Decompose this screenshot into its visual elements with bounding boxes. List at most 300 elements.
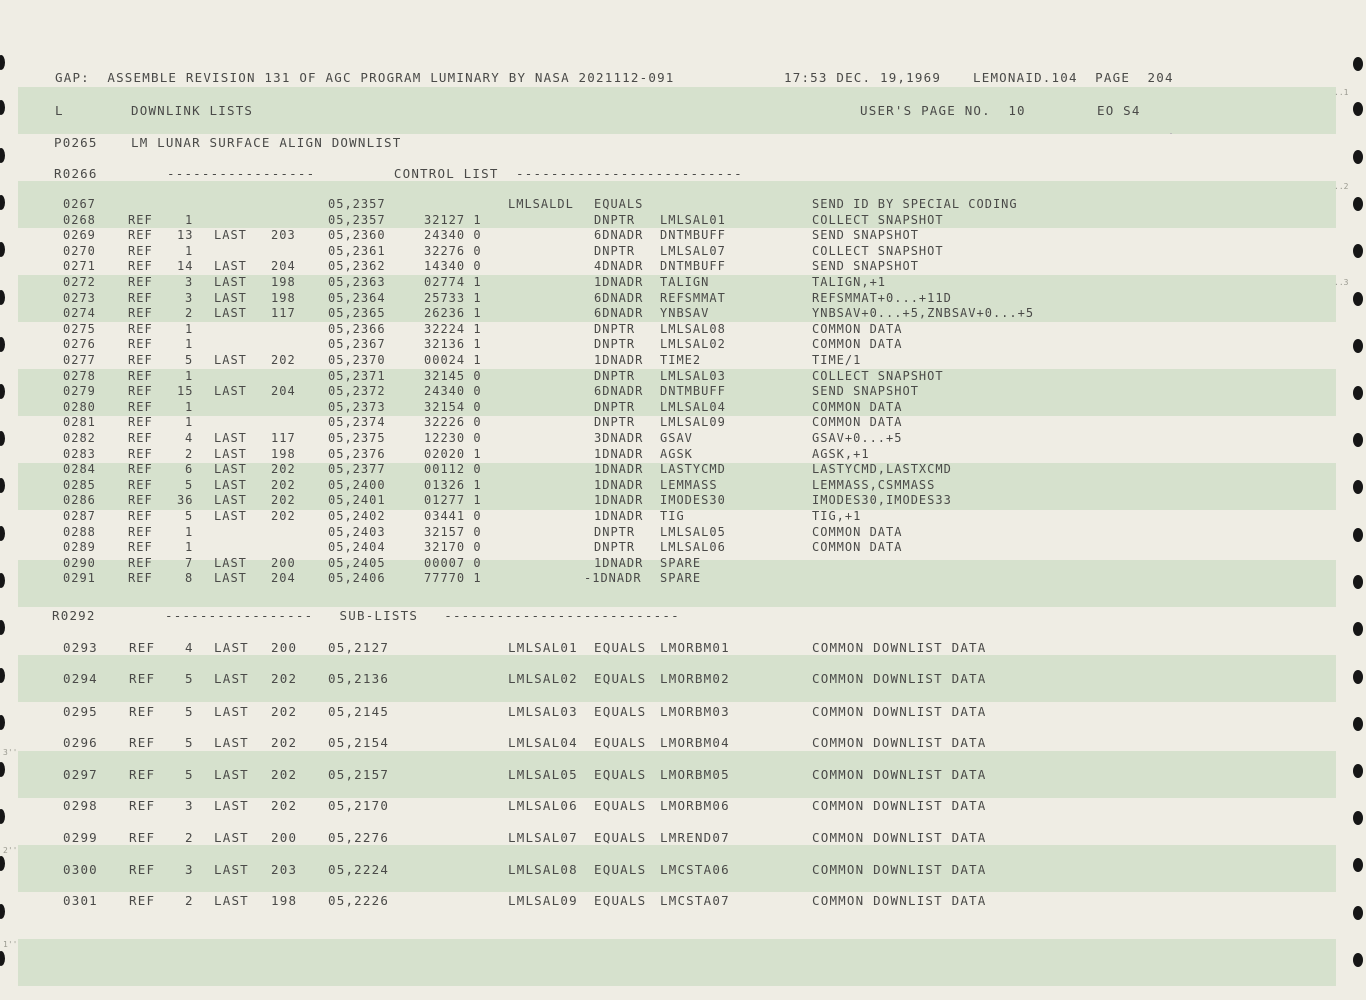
feed-hole: [0, 904, 5, 919]
comment: SEND SNAPSHOT: [812, 259, 919, 274]
feed-hole: [1353, 386, 1363, 400]
last-page: 117: [271, 431, 296, 445]
ref-count: 5: [185, 704, 194, 719]
operand: YNBSAV: [660, 306, 710, 321]
line-number: 0277: [63, 353, 96, 367]
octal-code: 25733 1: [424, 290, 482, 305]
opcode: EQUALS: [594, 704, 647, 719]
program-page: LEMONAID.104 PAGE 204: [973, 70, 1174, 85]
line-number: 0299: [63, 830, 98, 845]
last-page: 200: [271, 640, 298, 655]
address: 05,2224: [328, 862, 390, 877]
opcode: DNPTR: [594, 540, 636, 555]
operand: IMODES30: [660, 493, 726, 508]
feed-hole: [0, 148, 5, 163]
last-page: 202: [271, 509, 296, 523]
ref-count: 6: [185, 462, 194, 477]
address: 05,2401: [328, 493, 386, 508]
octal-code: 14340 0: [424, 259, 482, 274]
octal-code: 12230 0: [424, 431, 482, 445]
ref-count: 5: [185, 671, 194, 686]
line-number: 0285: [63, 477, 96, 492]
ref-count: 3: [185, 798, 194, 813]
line-number: 0288: [63, 524, 96, 539]
address: 05,2145: [328, 704, 390, 719]
operand: LMORBM06: [660, 798, 730, 813]
line-number: 0279: [63, 384, 96, 399]
feed-hole: [1353, 953, 1363, 967]
operand: LMLSAL08: [660, 321, 726, 336]
operand: LASTYCMD: [660, 462, 726, 477]
last-page: 202: [271, 462, 296, 477]
last-page: 204: [271, 571, 296, 586]
octal-code: 00112 0: [424, 462, 482, 477]
comment: COMMON DOWNLIST DATA: [812, 671, 987, 686]
last-page: 202: [271, 671, 298, 686]
last-page: 202: [271, 704, 298, 719]
operand: LMCSTA07: [660, 893, 730, 908]
octal-code: 32154 0: [424, 399, 482, 414]
last-keyword: LAST: [214, 704, 249, 719]
ref-keyword: REF: [128, 462, 153, 477]
symbol-label: LMLSAL05: [508, 767, 578, 782]
octal-code: 02774 1: [424, 275, 482, 289]
feed-hole: [0, 55, 5, 70]
line-number: 0276: [63, 337, 96, 352]
octal-code: 03441 0: [424, 509, 482, 523]
feed-hole: [1353, 670, 1363, 684]
opcode: DNPTR: [594, 415, 636, 430]
ref-count: 1: [185, 321, 194, 336]
feed-hole: [1353, 528, 1363, 542]
line-number: 0297: [63, 767, 98, 782]
comment: SEND SNAPSHOT: [812, 384, 919, 399]
last-keyword: LAST: [214, 830, 249, 845]
opcode: 3DNADR: [594, 431, 644, 445]
ref-count: 5: [185, 477, 194, 492]
ref-keyword: REF: [128, 571, 153, 586]
ref-keyword: REF: [128, 353, 153, 367]
address: 05,2127: [328, 640, 390, 655]
symbol-label: LMLSAL06: [508, 798, 578, 813]
last-keyword: LAST: [214, 509, 247, 523]
operand: DNTMBUFF: [660, 384, 726, 399]
operand: LMLSAL09: [660, 415, 726, 430]
operand: LMLSAL01: [660, 212, 726, 227]
last-keyword: LAST: [214, 259, 247, 274]
line-number: 0301: [63, 893, 98, 908]
last-page: 198: [271, 275, 296, 289]
feed-hole: [1353, 102, 1363, 116]
opcode: -1DNADR: [584, 571, 642, 586]
feed-hole: [1353, 57, 1363, 71]
last-keyword: LAST: [214, 493, 247, 508]
last-page: 200: [271, 830, 298, 845]
ref-keyword: REF: [128, 243, 153, 258]
last-keyword: LAST: [214, 384, 247, 399]
last-keyword: LAST: [214, 353, 247, 367]
opcode: 1DNADR: [594, 493, 644, 508]
address: 05,2357: [328, 197, 386, 211]
stray-mark: [1170, 133, 1172, 134]
feed-hole: [1353, 811, 1363, 825]
last-keyword: LAST: [214, 767, 249, 782]
ref-count: 1: [185, 524, 194, 539]
last-keyword: LAST: [214, 275, 247, 289]
ref-keyword: REF: [128, 228, 153, 243]
l-mark: L: [55, 103, 64, 118]
margin-mark: ..3: [1334, 278, 1349, 287]
margin-mark: 2'': [3, 846, 18, 855]
section-title: DOWNLINK LISTS: [131, 103, 254, 118]
address: 05,2372: [328, 384, 386, 399]
operand: LMLSAL02: [660, 337, 726, 352]
ref-count: 7: [185, 555, 194, 570]
comment: REFSMMAT+0...+11D: [812, 290, 952, 305]
line-number: 0278: [63, 368, 96, 383]
octal-code: 24340 0: [424, 228, 482, 243]
feed-hole: [0, 100, 5, 115]
comment: COMMON DATA: [812, 540, 903, 555]
ref-keyword: REF: [128, 399, 153, 414]
ref-keyword: REF: [128, 275, 153, 289]
ref-count: 1: [185, 415, 194, 430]
opcode: EQUALS: [594, 798, 647, 813]
operand: LMORBM04: [660, 735, 730, 750]
operand: TIG: [660, 509, 685, 523]
line-number: 0280: [63, 399, 96, 414]
line-number: 0291: [63, 571, 96, 586]
octal-code: 26236 1: [424, 306, 482, 321]
ref-keyword: REF: [128, 321, 153, 336]
octal-code: 32276 0: [424, 243, 482, 258]
ref-keyword: REF: [128, 384, 153, 399]
ref-keyword: REF: [129, 798, 156, 813]
operand: GSAV: [660, 431, 693, 445]
ref-keyword: REF: [128, 290, 153, 305]
last-page: 198: [271, 893, 298, 908]
opcode: EQUALS: [594, 893, 647, 908]
comment: GSAV+0...+5: [812, 431, 903, 445]
opcode: EQUALS: [594, 671, 647, 686]
opcode: 1DNADR: [594, 446, 644, 461]
comment: TIME/1: [812, 353, 862, 367]
ref-keyword: REF: [129, 862, 156, 877]
feed-hole: [0, 526, 5, 541]
last-page: 202: [271, 477, 296, 492]
last-keyword: LAST: [214, 671, 249, 686]
last-keyword: LAST: [214, 431, 247, 445]
ref-keyword: REF: [128, 477, 153, 492]
line-number: R0292: [52, 608, 96, 623]
feed-hole: [1353, 197, 1363, 211]
ref-keyword: REF: [129, 671, 156, 686]
line-number: 0287: [63, 509, 96, 523]
ref-count: 4: [185, 431, 194, 445]
ref-keyword: REF: [128, 493, 153, 508]
opcode: DNPTR: [594, 212, 636, 227]
line-number: 0296: [63, 735, 98, 750]
ref-count: 3: [185, 862, 194, 877]
line-number: 0294: [63, 671, 98, 686]
last-keyword: LAST: [214, 290, 247, 305]
opcode: 1DNADR: [594, 275, 644, 289]
operand: LMLSAL04: [660, 399, 726, 414]
opcode: 1DNADR: [594, 353, 644, 367]
eo-code: EO S4: [1097, 103, 1141, 118]
feed-hole: [1353, 906, 1363, 920]
comment: LASTYCMD,LASTXCMD: [812, 462, 952, 477]
ref-count: 3: [185, 275, 194, 289]
last-page: 202: [271, 767, 298, 782]
feed-hole: [1353, 622, 1363, 636]
operand: LMORBM01: [660, 640, 730, 655]
comment: LEMMASS,CSMMASS: [812, 477, 936, 492]
line-number: 0290: [63, 555, 96, 570]
address: 05,2374: [328, 415, 386, 430]
ref-count: 3: [185, 290, 194, 305]
opcode: DNPTR: [594, 243, 636, 258]
address: 05,2365: [328, 306, 386, 321]
ref-count: 5: [185, 767, 194, 782]
comment: TALIGN,+1: [812, 275, 887, 289]
comment: COLLECT SNAPSHOT: [812, 212, 944, 227]
feed-hole: [1353, 480, 1363, 494]
address: 05,2402: [328, 509, 386, 523]
comment: COMMON DOWNLIST DATA: [812, 704, 987, 719]
comment: SEND ID BY SPECIAL CODING: [812, 197, 1018, 211]
octal-code: 00024 1: [424, 353, 482, 367]
address: 05,2136: [328, 671, 390, 686]
opcode: EQUALS: [594, 767, 647, 782]
ref-count: 1: [185, 399, 194, 414]
last-keyword: LAST: [214, 893, 249, 908]
line-number: P0265: [54, 135, 98, 150]
operand: DNTMBUFF: [660, 228, 726, 243]
last-keyword: LAST: [214, 306, 247, 321]
operand: LMORBM05: [660, 767, 730, 782]
comment: COMMON DOWNLIST DATA: [812, 640, 987, 655]
last-page: 202: [271, 353, 296, 367]
symbol-label: LMLSAL09: [508, 893, 578, 908]
ref-count: 5: [185, 735, 194, 750]
sub-lists-divider: ----------------- SUB-LISTS ---------------------------: [165, 608, 680, 623]
last-keyword: LAST: [214, 462, 247, 477]
last-page: 202: [271, 798, 298, 813]
opcode: 4DNADR: [594, 259, 644, 274]
octal-code: 77770 1: [424, 571, 482, 586]
comment: COMMON DOWNLIST DATA: [812, 767, 987, 782]
address: 05,2226: [328, 893, 390, 908]
ref-count: 2: [185, 446, 194, 461]
operand: LMCSTA06: [660, 862, 730, 877]
feed-hole: [0, 762, 5, 777]
address: 05,2366: [328, 321, 386, 336]
comment: COLLECT SNAPSHOT: [812, 243, 944, 258]
ref-count: 5: [185, 509, 194, 523]
octal-code: 32224 1: [424, 321, 482, 336]
feed-hole: [0, 856, 5, 871]
symbol-label: LMLSAL07: [508, 830, 578, 845]
address: 05,2361: [328, 243, 386, 258]
ref-keyword: REF: [129, 767, 156, 782]
operand: REFSMMAT: [660, 290, 726, 305]
address: 05,2276: [328, 830, 390, 845]
line-number: 0273: [63, 290, 96, 305]
octal-code: 32136 1: [424, 337, 482, 352]
comment: SEND SNAPSHOT: [812, 228, 919, 243]
operand: AGSK: [660, 446, 693, 461]
operand: SPARE: [660, 571, 702, 586]
feed-hole: [1353, 575, 1363, 589]
comment: COMMON DATA: [812, 399, 903, 414]
octal-code: 01277 1: [424, 493, 482, 508]
symbol-label: LMLSAL03: [508, 704, 578, 719]
symbol-label: LMLSAL02: [508, 671, 578, 686]
line-number: 0267: [63, 197, 96, 211]
feed-hole: [0, 242, 5, 257]
octal-code: 32127 1: [424, 212, 482, 227]
users-page-number: USER'S PAGE NO. 10: [860, 103, 1026, 118]
last-page: 117: [271, 306, 296, 321]
address: 05,2157: [328, 767, 390, 782]
ref-keyword: REF: [129, 704, 156, 719]
line-number: R0266: [54, 166, 98, 181]
feed-hole: [0, 573, 5, 588]
octal-code: 32226 0: [424, 415, 482, 430]
ref-count: 14: [177, 259, 194, 274]
comment: COMMON DOWNLIST DATA: [812, 798, 987, 813]
address: 05,2357: [328, 212, 386, 227]
opcode: EQUALS: [594, 735, 647, 750]
opcode: EQUALS: [594, 830, 647, 845]
line-number: 0282: [63, 431, 96, 445]
line-number: 0300: [63, 862, 98, 877]
ref-count: 5: [185, 353, 194, 367]
opcode: EQUALS: [594, 197, 644, 211]
address: 05,2373: [328, 399, 386, 414]
ref-keyword: REF: [128, 431, 153, 445]
opcode: DNPTR: [594, 368, 636, 383]
last-keyword: LAST: [214, 477, 247, 492]
ref-count: 4: [185, 640, 194, 655]
address: 05,2370: [328, 353, 386, 367]
ref-keyword: REF: [128, 337, 153, 352]
comment: IMODES30,IMODES33: [812, 493, 952, 508]
control-list-divider: ----------------- CONTROL LIST --------------------------: [167, 166, 743, 181]
line-number: 0271: [63, 259, 96, 274]
address: 05,2363: [328, 275, 386, 289]
ref-keyword: REF: [128, 368, 153, 383]
comment: COMMON DATA: [812, 321, 903, 336]
line-number: 0268: [63, 212, 96, 227]
address: 05,2360: [328, 228, 386, 243]
line-number: 0283: [63, 446, 96, 461]
comment: AGSK,+1: [812, 446, 870, 461]
opcode: EQUALS: [594, 640, 647, 655]
feed-hole: [0, 620, 5, 635]
last-page: 200: [271, 555, 296, 570]
octal-code: 32170 0: [424, 540, 482, 555]
line-number: 0298: [63, 798, 98, 813]
address: 05,2403: [328, 524, 386, 539]
opcode: 1DNADR: [594, 477, 644, 492]
comment: TIG,+1: [812, 509, 862, 523]
comment: COMMON DATA: [812, 415, 903, 430]
comment: COMMON DATA: [812, 337, 903, 352]
last-page: 203: [271, 228, 296, 243]
ref-count: 1: [185, 337, 194, 352]
octal-code: 32145 0: [424, 368, 482, 383]
feed-hole: [1353, 717, 1363, 731]
ref-keyword: REF: [128, 415, 153, 430]
ref-keyword: REF: [128, 555, 153, 570]
line-number: 0293: [63, 640, 98, 655]
symbol-label: LMLSAL08: [508, 862, 578, 877]
ref-count: 13: [177, 228, 194, 243]
operand: LMORBM02: [660, 671, 730, 686]
ref-keyword: REF: [128, 524, 153, 539]
ref-count: 2: [185, 893, 194, 908]
feed-hole: [0, 809, 5, 824]
symbol-label: LMLSAL04: [508, 735, 578, 750]
ref-keyword: REF: [129, 893, 156, 908]
downlist-title: LM LUNAR SURFACE ALIGN DOWNLIST: [131, 135, 402, 150]
operand: SPARE: [660, 555, 702, 570]
margin-mark: ..1: [1334, 88, 1349, 97]
feed-hole: [0, 195, 5, 210]
feed-hole: [0, 431, 5, 446]
address: 05,2367: [328, 337, 386, 352]
feed-hole: [1353, 150, 1363, 164]
line-number: 0270: [63, 243, 96, 258]
operand: DNTMBUFF: [660, 259, 726, 274]
last-page: 198: [271, 290, 296, 305]
operand: LEMMASS: [660, 477, 718, 492]
last-page: 204: [271, 259, 296, 274]
operand: LMLSAL03: [660, 368, 726, 383]
octal-code: 24340 0: [424, 384, 482, 399]
line-number: 0289: [63, 540, 96, 555]
ref-keyword: REF: [128, 306, 153, 321]
operand: TALIGN: [660, 275, 710, 289]
feed-hole: [0, 668, 5, 683]
ref-keyword: REF: [128, 509, 153, 523]
opcode: 6DNADR: [594, 228, 644, 243]
margin-mark: ..2: [1334, 182, 1349, 191]
ref-count: 2: [185, 830, 194, 845]
last-page: 204: [271, 384, 296, 399]
symbol-label: LMLSAL01: [508, 640, 578, 655]
line-number: 0272: [63, 275, 96, 289]
ref-keyword: REF: [128, 259, 153, 274]
address: 05,2377: [328, 462, 386, 477]
ref-keyword: REF: [128, 212, 153, 227]
last-page: 202: [271, 735, 298, 750]
operand: LMLSAL06: [660, 540, 726, 555]
feed-hole: [1353, 858, 1363, 872]
comment: COLLECT SNAPSHOT: [812, 368, 944, 383]
feed-hole: [0, 951, 5, 966]
ref-keyword: REF: [128, 446, 153, 461]
comment: COMMON DOWNLIST DATA: [812, 862, 987, 877]
octal-code: 01326 1: [424, 477, 482, 492]
last-keyword: LAST: [214, 571, 247, 586]
last-keyword: LAST: [214, 862, 249, 877]
gap-header-line: GAP: ASSEMBLE REVISION 131 OF AGC PROGRAM LUMINARY BY NASA 2021112-091: [55, 70, 675, 85]
ref-keyword: REF: [129, 640, 156, 655]
operand: LMLSAL07: [660, 243, 726, 258]
